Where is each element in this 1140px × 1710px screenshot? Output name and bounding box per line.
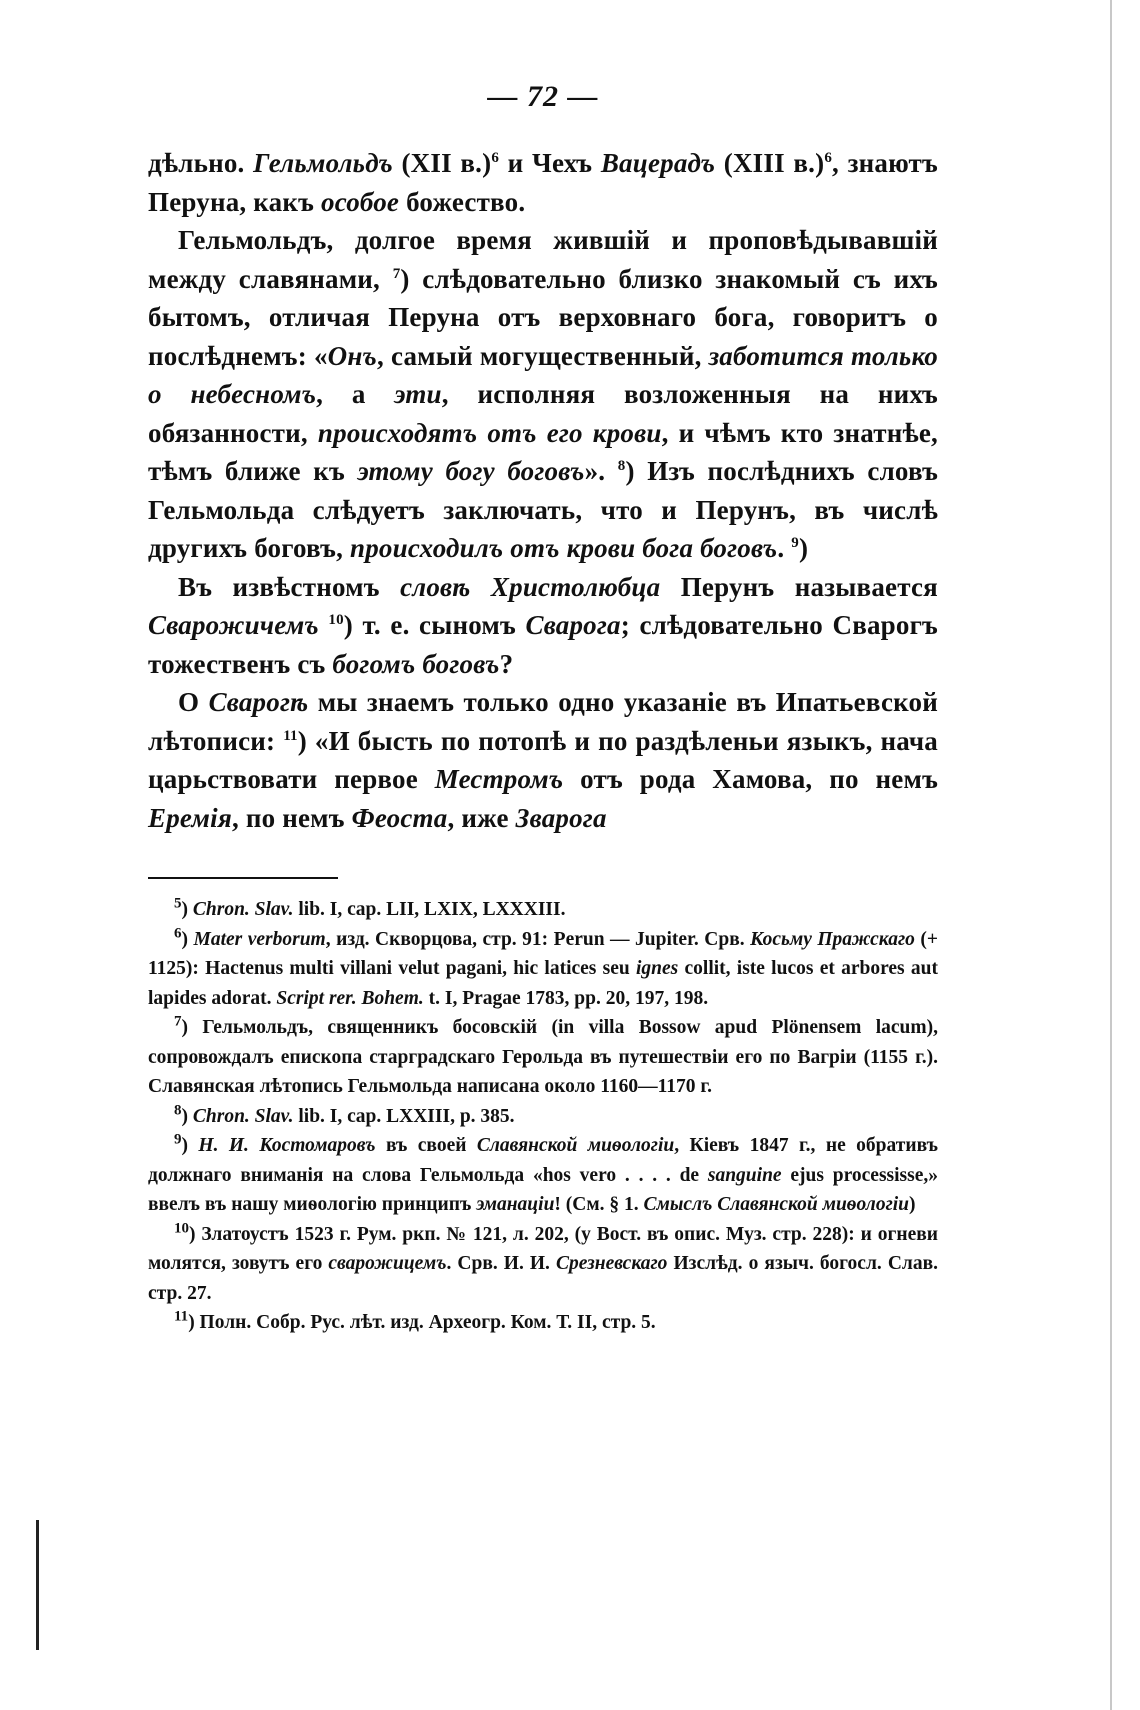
text: , и чѣмъ кто знатнѣе, тѣмъ ближе къ — [148, 417, 938, 486]
italic-name: Еремія — [148, 802, 232, 833]
text: ». — [584, 456, 618, 486]
italic-title: Смыслъ Славянской миѳологіи — [643, 1194, 910, 1215]
text: ! (См. § 1. — [554, 1194, 644, 1215]
italic-term: богомъ боговъ — [332, 648, 500, 679]
footnote-number: 9 — [174, 1131, 182, 1148]
text: collit, iste lucos et arbores aut lapides adorat. — [148, 958, 938, 1009]
text: отъ рода Хамова, по немъ — [563, 764, 939, 794]
footnote-ref: 10 — [328, 612, 344, 628]
text: въ своей — [375, 1135, 477, 1156]
text: ) Гельмольдъ, священникъ босовскій (in villa Bossow apud Plönensem lacum), сопровождалъ епископа старградскаго Герольда въ путешествіи его по Вагріи (1155 г.). Славянская лѣтопись Гельмольда написана около 1160—1170 г. — [148, 1017, 938, 1097]
italic-name: Местромъ — [434, 764, 564, 794]
text: (XIII в.) — [715, 148, 825, 178]
italic-word: ignes — [635, 958, 679, 979]
italic-title: Script rer. Bohem. — [276, 987, 424, 1009]
italic-title: Chron. Slav. — [192, 1105, 294, 1127]
binding-mark — [36, 1520, 39, 1650]
footnote-ref: 8 — [617, 458, 626, 474]
footnote-number: 5 — [174, 895, 182, 912]
text — [319, 610, 329, 640]
page-edge-line — [1110, 0, 1112, 1710]
text: , иже — [447, 802, 516, 833]
text: ) Изъ послѣднихъ словъ Гельмольда слѣдуетъ заключать, что и Перунъ, въ числѣ другихъ боговъ, — [148, 456, 939, 563]
text: ) «И бысть по потопѣ и по раздѣленьи языкъ, нача царьствовати первое — [148, 725, 938, 794]
footnote-number: 7 — [174, 1013, 182, 1030]
text: , знаютъ Перуна, какъ — [148, 148, 938, 217]
text: , по немъ — [231, 802, 352, 833]
paragraph-4 — [148, 683, 938, 837]
text: ) — [181, 1105, 193, 1127]
text: , а — [316, 379, 395, 409]
italic-name: Сварогѣ — [208, 687, 309, 717]
footnote-6 — [148, 925, 938, 1014]
text: и Чехъ — [499, 148, 601, 178]
text: lib. I, cap. LXXIII, p. 385. — [293, 1105, 515, 1127]
italic-name: Н. И. Костомаровъ — [198, 1135, 376, 1156]
text: ) — [181, 928, 194, 950]
text: t. I, Pragae 1783, pp. 20, 197, 198. — [423, 987, 709, 1009]
text: ; слѣдовательно Сварогъ тожественъ съ — [148, 610, 938, 679]
italic-title: Косьму Пражскаго — [750, 928, 915, 950]
text: . Срв. И. И. — [446, 1253, 556, 1274]
italic-quote: эти — [394, 379, 442, 409]
text: божество. — [399, 186, 526, 217]
text: ) — [909, 1194, 916, 1215]
text: (XII в.) — [392, 148, 492, 178]
page-number: — 72 — — [487, 80, 599, 113]
text: ) — [181, 899, 193, 920]
italic-quote: этому богу боговъ — [357, 456, 585, 486]
text: lib. I, cap. LII, LXIX, LXXXIII. — [293, 899, 566, 920]
italic-title: Славянской миѳологіи — [476, 1135, 675, 1156]
text: Въ извѣстномъ — [178, 571, 401, 602]
italic-name: Гельмольдъ — [253, 148, 393, 178]
text: мы знаемъ только одно указаніе въ Ипатьевской лѣтописи: — [148, 687, 938, 756]
text: (+ 1125): Hactenus multi villani velut pagani, hic latices seu — [148, 928, 938, 979]
book-page — [148, 80, 938, 1338]
italic-quote: заботится только о небесномъ — [148, 340, 938, 409]
text: ejus processisse,» ввелъ въ нашу миѳологію принципъ — [148, 1164, 939, 1215]
text: дѣльно. — [148, 148, 254, 178]
text: Гельмольдъ, долгое время жившій и проповѣдывавшій между славянами, — [148, 225, 938, 294]
text: , Кіевъ 1847 г., не обративъ должнаго вниманія на слова Гельмольда «hos vero . . . . de — [148, 1135, 938, 1186]
italic-name: Сварожичемъ — [148, 610, 319, 640]
text: ) Златоустъ 1523 г. Рум. ркп. № 121, л. 202, (у Вост. въ опис. Муз. стр. 228): и огневи молятся, зовутъ его — [148, 1223, 938, 1274]
footnote-number: 10 — [174, 1220, 189, 1236]
text: ) — [798, 533, 809, 563]
text: , исполняя возложенныя на нихъ обязанности, — [148, 379, 938, 448]
paragraph-2 — [148, 221, 938, 568]
footnote-ref: 6 — [824, 150, 833, 166]
italic-word: эманаціи — [476, 1194, 555, 1215]
text: ) слѣдовательно близко знакомый съ ихъ бытомъ, отличая Перуна отъ верховнаго бога, говоритъ о послѣднемъ: « — [148, 263, 938, 371]
text: ) — [181, 1135, 199, 1156]
text: ) т. е. сыномъ — [343, 610, 526, 640]
footnote-9 — [148, 1131, 938, 1220]
footnote-7 — [148, 1013, 938, 1102]
footnote-ref: 9 — [791, 535, 799, 551]
text: Перунъ называется — [660, 571, 938, 602]
italic-quote: происходилъ отъ крови бога боговъ — [350, 533, 778, 563]
italic-word: сварожицемъ — [328, 1253, 447, 1274]
footnote-number: 8 — [174, 1102, 182, 1118]
italic-term: особое — [321, 186, 400, 217]
footnote-ref: 11 — [283, 727, 298, 744]
italic-title: Mater verborum — [193, 928, 326, 950]
footnote-11 — [148, 1308, 938, 1338]
footnote-ref: 7 — [392, 265, 401, 282]
italic-name: Срезневскаго — [555, 1253, 668, 1274]
footnote-number: 6 — [174, 925, 182, 941]
footnote-5 — [148, 895, 938, 925]
text: , самый могущественный, — [376, 340, 709, 371]
italic-word: sanguine — [707, 1164, 782, 1186]
italic-quote: Онъ — [327, 340, 377, 371]
footnote-8 — [148, 1102, 938, 1132]
text: , изд. Скворцова, стр. 91: Perun — Jupiter. Срв. — [325, 928, 751, 950]
italic-title: Chron. Slav. — [192, 899, 294, 920]
italic-name: Сварога — [525, 610, 621, 640]
text: ) Полн. Собр. Рус. лѣт. изд. Археогр. Ком. Т. II, стр. 5. — [188, 1312, 656, 1333]
italic-name: Зварога — [515, 802, 607, 833]
footnote-10 — [148, 1220, 938, 1309]
italic-name: Вацерадъ — [600, 148, 716, 178]
text: ? — [499, 648, 514, 679]
text: Изслѣд. о языч. богосл. Слав. стр. 27. — [148, 1253, 938, 1304]
footnote-number: 11 — [174, 1308, 189, 1325]
paragraph-3 — [148, 568, 938, 684]
footnote-ref: 6 — [491, 150, 500, 166]
italic-term: словѣ Христолюбца — [400, 571, 661, 602]
paragraph-1 — [148, 144, 938, 221]
italic-name: Феоста — [351, 802, 448, 833]
footnote-divider — [148, 877, 338, 879]
main-text — [148, 144, 938, 837]
italic-quote: происходятъ отъ его крови — [317, 417, 662, 448]
text: О — [178, 687, 209, 717]
footnotes — [148, 895, 938, 1338]
text: . — [777, 533, 792, 563]
